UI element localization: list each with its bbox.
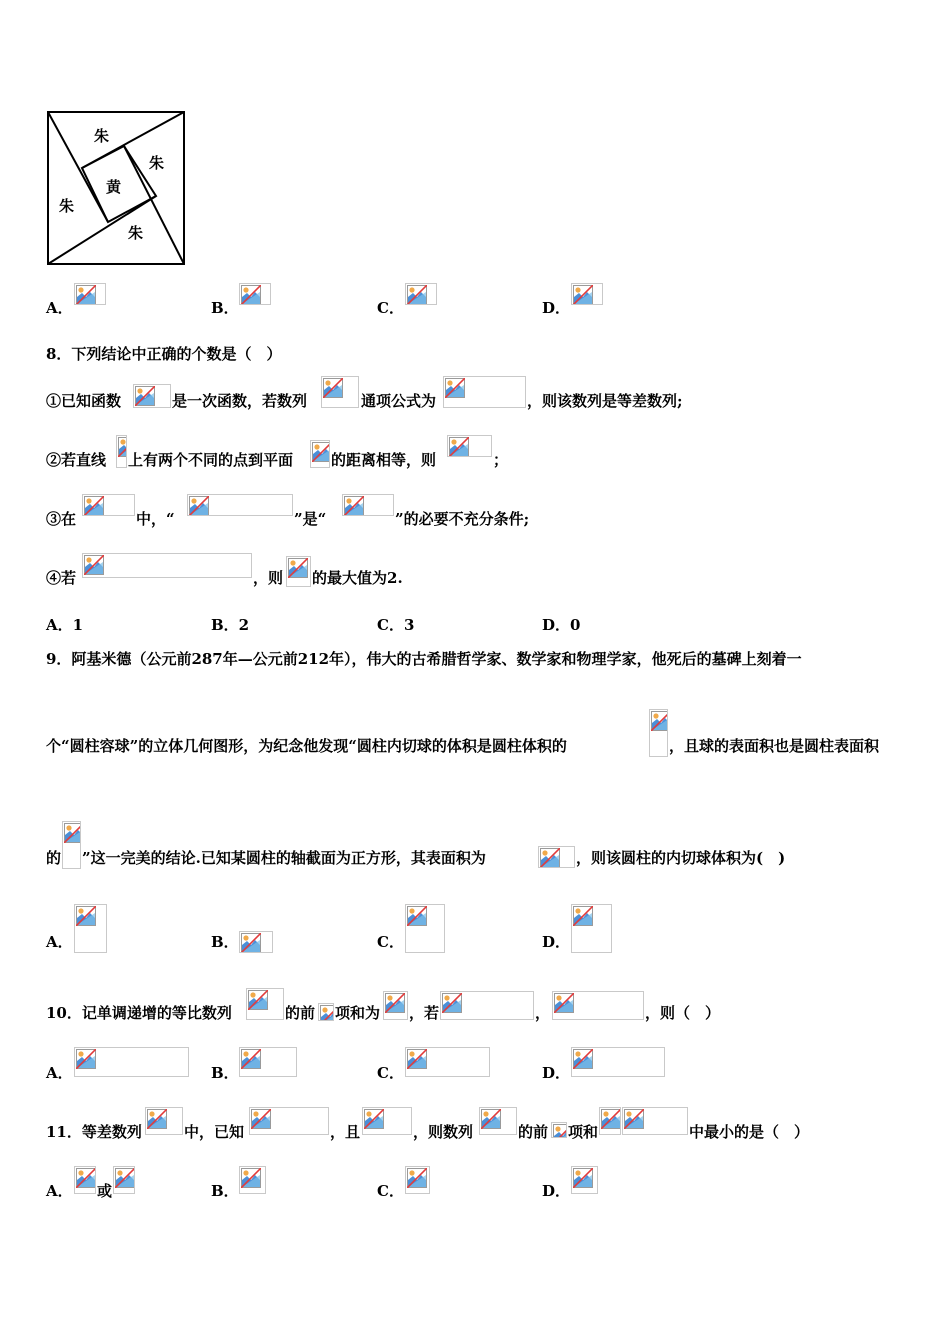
- q10-option-b: B．: [211, 1064, 239, 1082]
- q11-part4: ，则数列: [413, 1123, 474, 1141]
- q9-option-c: C．: [377, 933, 404, 951]
- broken-image-icon: [74, 283, 106, 305]
- broken-image-icon: [552, 991, 644, 1020]
- broken-image-icon: [133, 384, 171, 408]
- broken-image-icon: [571, 904, 612, 953]
- diagram-cell-right: 朱: [149, 154, 165, 172]
- q8-s3-part1: ③在: [46, 510, 77, 528]
- q9-line2a: 个“圆柱容球”的立体几何图形，为纪念他发现“圆柱内切球的体积是圆柱体积的: [46, 737, 567, 755]
- q8-s3-part2: 中，“: [136, 510, 175, 528]
- q9-option-d: D．: [542, 933, 571, 951]
- broken-image-icon: [405, 904, 445, 953]
- q9-line1: 9．阿基米德（公元前287年—公元前212年），伟大的古希腊哲学家、数学家和物理学家，他死后的墓碑上刻着一: [46, 650, 802, 668]
- broken-image-icon: [187, 494, 293, 516]
- q8-s2-part2: 上有两个不同的点到平面: [128, 451, 294, 469]
- q9-line2b: ，且球的表面积也是圆柱表面积: [669, 737, 880, 755]
- broken-image-icon: [249, 1107, 329, 1135]
- q8-s4-part2: ，则: [253, 569, 284, 587]
- q10-part1: 10．记单调递增的等比数列: [46, 1004, 232, 1022]
- broken-image-icon: [116, 435, 127, 468]
- q8-s4-part3: 的最大值为2.: [312, 569, 403, 587]
- q7-option-b: B．: [211, 299, 239, 317]
- q8-s3-part4: ”的必要不充分条件;: [395, 510, 530, 528]
- q11-part2: 中，已知: [184, 1123, 245, 1141]
- zhao-shuang-string-diagram: [46, 110, 186, 266]
- q8-s3-part3: ”是“: [294, 510, 327, 528]
- q7-option-c: C．: [377, 299, 404, 317]
- broken-image-icon: [82, 553, 252, 578]
- q10-part3: 项和为: [335, 1004, 381, 1022]
- broken-image-icon: [145, 1107, 183, 1135]
- broken-image-icon: [318, 1003, 334, 1021]
- broken-image-icon: [239, 1166, 266, 1194]
- q9-option-a: A．: [46, 933, 73, 951]
- q8-s4-part1: ④若: [46, 569, 77, 587]
- q8-option-b: B．2: [211, 616, 250, 634]
- q10-part2: 的前: [285, 1004, 316, 1022]
- diagram-cell-bottom: 朱: [128, 224, 144, 242]
- broken-image-icon: [239, 1047, 297, 1077]
- broken-image-icon: [649, 709, 668, 757]
- broken-image-icon: [383, 991, 408, 1020]
- q8-s2-part1: ②若直线: [46, 451, 107, 469]
- q10-option-d: D．: [542, 1064, 571, 1082]
- q11-part1: 11．等差数列: [46, 1123, 142, 1141]
- broken-image-icon: [440, 991, 534, 1020]
- q9-option-b: B．: [211, 933, 239, 951]
- broken-image-icon: [246, 988, 284, 1020]
- q8-s1-part4: ，则该数列是等差数列;: [527, 392, 683, 410]
- q8-s2-part4: ；: [493, 451, 509, 469]
- q11-option-d: D．: [542, 1182, 571, 1200]
- broken-image-icon: [571, 1166, 598, 1194]
- diagram-cell-center: 黄: [106, 178, 122, 196]
- q11-option-a-or: 或: [97, 1182, 113, 1200]
- q7-option-a: A．: [46, 299, 73, 317]
- q10-option-c: C．: [377, 1064, 404, 1082]
- q7-option-d: D．: [542, 299, 571, 317]
- broken-image-icon: [310, 440, 330, 468]
- q10-part6: ，则（ ）: [645, 1004, 721, 1022]
- q10-part5: ，: [535, 1004, 551, 1022]
- broken-image-icon: [74, 1166, 96, 1194]
- broken-image-icon: [239, 931, 273, 953]
- q11-option-c: C．: [377, 1182, 404, 1200]
- broken-image-icon: [599, 1107, 621, 1135]
- broken-image-icon: [405, 283, 437, 305]
- q9-line3a: 的: [46, 849, 62, 867]
- diagram-cell-left: 朱: [59, 197, 75, 215]
- broken-image-icon: [571, 283, 603, 305]
- q11-part7: 中最小的是（ ）: [689, 1123, 810, 1141]
- broken-image-icon: [405, 1047, 490, 1077]
- broken-image-icon: [405, 1166, 430, 1194]
- broken-image-icon: [286, 556, 311, 587]
- q8-stem: 8．下列结论中正确的个数是（ ）: [46, 345, 282, 363]
- broken-image-icon: [362, 1107, 412, 1135]
- broken-image-icon: [74, 904, 107, 953]
- q8-s2-part3: 的距离相等，则: [331, 451, 437, 469]
- q10-option-a: A．: [46, 1064, 73, 1082]
- q10-part4: ，若: [409, 1004, 440, 1022]
- q8-s1-part3: 通项公式为: [361, 392, 437, 410]
- broken-image-icon: [113, 1166, 135, 1194]
- broken-image-icon: [239, 283, 271, 305]
- q9-line3b: ”这一完美的结论.已知某圆柱的轴截面为正方形，其表面积为: [82, 849, 486, 867]
- broken-image-icon: [321, 376, 359, 408]
- broken-image-icon: [447, 435, 492, 457]
- q8-option-d: D．0: [542, 616, 581, 634]
- broken-image-icon: [443, 376, 526, 408]
- q8-s1-part2: 是一次函数，若数列: [172, 392, 308, 410]
- broken-image-icon: [479, 1107, 517, 1135]
- broken-image-icon: [342, 494, 394, 516]
- broken-image-icon: [62, 821, 81, 869]
- broken-image-icon: [74, 1047, 189, 1077]
- broken-image-icon: [538, 846, 575, 868]
- q11-part5: 的前: [518, 1123, 549, 1141]
- q9-line3c: ，则该圆柱的内切球体积为( ): [576, 849, 786, 867]
- q11-part6: 项和: [568, 1123, 599, 1141]
- q11-part3: ，且: [330, 1123, 361, 1141]
- broken-image-icon: [571, 1047, 665, 1077]
- broken-image-icon: [551, 1122, 567, 1138]
- q11-option-a: A．: [46, 1182, 73, 1200]
- q11-option-b: B．: [211, 1182, 239, 1200]
- q8-option-c: C．3: [377, 616, 415, 634]
- diagram-cell-top: 朱: [94, 127, 110, 145]
- broken-image-icon: [82, 494, 135, 516]
- q8-s1-part1: ①已知函数: [46, 392, 122, 410]
- q8-option-a: A．1: [46, 616, 84, 634]
- broken-image-icon: [622, 1107, 688, 1135]
